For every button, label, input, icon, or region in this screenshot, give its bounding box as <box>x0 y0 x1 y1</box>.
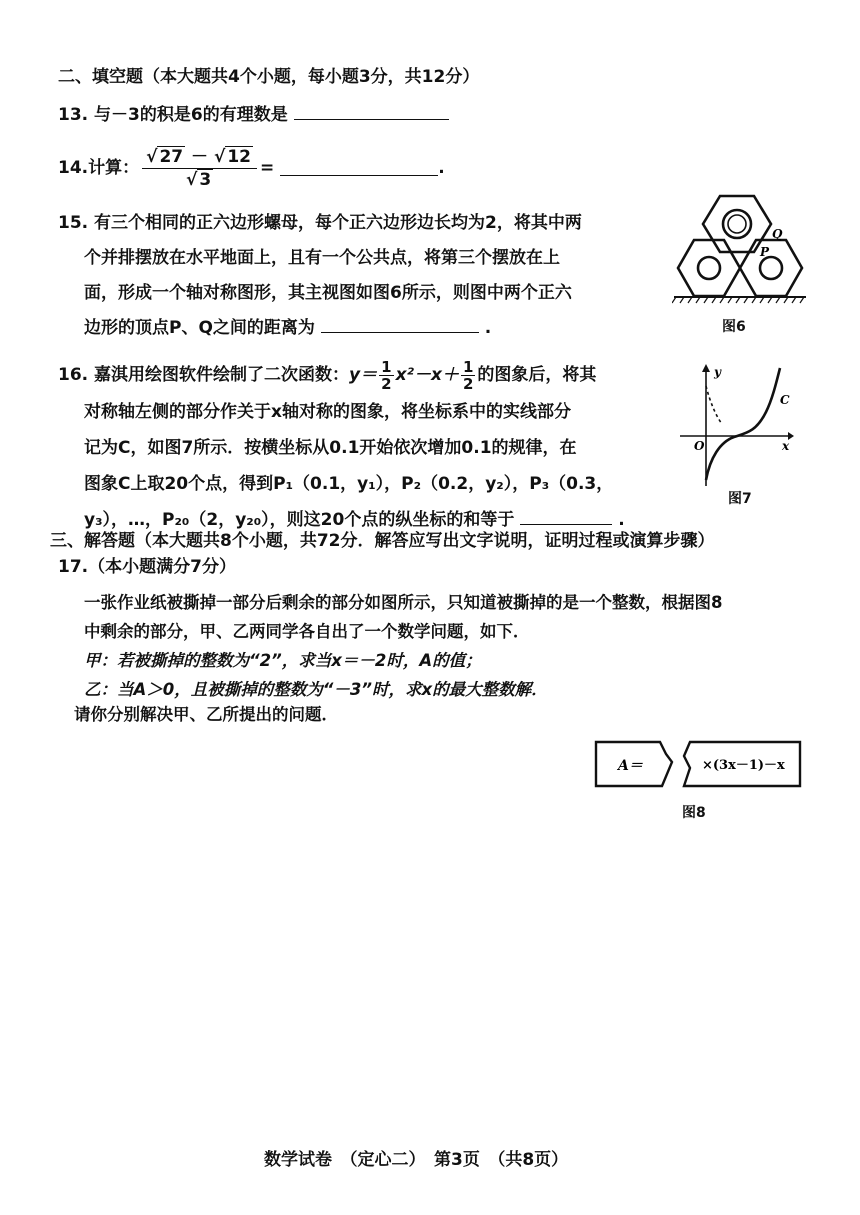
label-y: y <box>714 365 721 379</box>
question-14 <box>58 140 445 196</box>
answer-blank-14[interactable] <box>280 161 438 176</box>
figure-6-hexagon-nuts <box>672 188 812 306</box>
question-14-equals: = <box>260 158 275 178</box>
eq-y: y＝ <box>349 365 378 385</box>
dashed-curve <box>706 386 722 424</box>
question-16-number: 16. <box>58 365 89 385</box>
question-14-fraction: $\frac{√ 27 - √ 12}{√ 3}$ <box>142 146 257 191</box>
question-16-line-1a: 嘉淇用绘图软件绘制了二次函数： <box>94 365 350 385</box>
label-x: x <box>782 439 790 453</box>
label-q: Q <box>772 227 783 241</box>
question-17-body <box>84 588 722 704</box>
top-hexagon <box>703 196 771 252</box>
figure-8-torn-paper <box>594 738 804 790</box>
answer-blank-15[interactable] <box>321 318 479 333</box>
answer-blank-16[interactable] <box>520 510 612 525</box>
question-13 <box>58 104 449 126</box>
right-hexagon <box>740 240 802 296</box>
question-17-yi: 乙：当A＞0，且被撕掉的整数为“－3”时，求x的最大整数解． <box>84 680 548 699</box>
question-17-ask: 请你分别解决甲、乙所提出的问题． <box>74 705 338 724</box>
question-17-jia: 甲：若被撕掉的整数为“2”，求当x＝－2时，A的值； <box>84 651 482 670</box>
question-16-line-3: 记为C，如图7所示．按横坐标从0.1开始依次增加0.1的规律，在 <box>84 438 577 458</box>
question-15-number: 15. <box>58 213 89 233</box>
figure-7-graph <box>676 362 796 488</box>
question-17-score: （本小题满分7分） <box>88 557 236 577</box>
question-14-number: 14. <box>58 158 89 178</box>
figure-7-caption: 图7 <box>728 491 752 507</box>
question-16-line-4: 图象C上取20个点，得到P₁（0.1，y₁），P₂（0.2，y₂），P₃（0.3， <box>84 474 614 494</box>
question-14-suffix: . <box>438 158 445 178</box>
answer-blank-13[interactable] <box>294 105 449 120</box>
question-16 <box>58 356 625 538</box>
figure-6-caption: 图6 <box>722 319 746 335</box>
fig8-right-text: ×(3x－1)－x <box>702 758 785 773</box>
question-16-line-5: y₃），…，P₂₀（2，y₂₀），则这20个点的纵坐标的和等于 <box>84 510 515 530</box>
label-p: P <box>760 245 770 259</box>
question-15-line-4: 边形的顶点P、Q之间的距离为 <box>84 318 315 338</box>
question-16-line-1b: 的图象后，将其 <box>477 365 597 385</box>
eq-fraction-1: 1 2 <box>381 357 392 393</box>
page-footer: 数学试卷 （定心二） 第3页 （共8页） <box>264 1150 569 1170</box>
question-15-suffix: . <box>484 318 492 338</box>
question-16-suffix: . <box>618 510 625 530</box>
sqrt-12: 12 <box>227 146 251 167</box>
figure-8-caption: 图8 <box>682 805 706 821</box>
eq-fraction-2: 1 2 <box>462 357 474 393</box>
fig8-left-text: A＝ <box>618 758 643 774</box>
section-2-heading: 二、填空题（本大题共4个小题，每小题3分，共12分） <box>58 67 480 87</box>
section-3-heading: 三、解答题（本大题共8个小题，共72分．解答应写出文字说明，证明过程或演算步骤） <box>50 531 715 551</box>
question-13-number: 13. <box>58 105 89 125</box>
question-15 <box>58 206 582 346</box>
label-o: O <box>694 439 705 453</box>
question-17-line-1: 一张作业纸被撕掉一部分后剩余的部分如图所示，只知道被撕掉的是一个整数，根据图8 <box>84 593 723 612</box>
question-17-number: 17. <box>58 557 89 577</box>
question-15-line-3: 面，形成一个轴对称图形，其主视图如图6所示，则图中两个正六 <box>84 283 572 303</box>
question-17-header <box>58 556 236 578</box>
sqrt-27: 27 <box>159 146 184 167</box>
right-nut-hole <box>760 257 782 279</box>
left-hexagon <box>678 240 740 296</box>
question-17-line-2: 中剩余的部分，甲、乙两同学各自出了一个数学问题，如下． <box>84 622 530 641</box>
label-c: C <box>780 393 790 407</box>
eq-middle: x²－x＋ <box>395 365 459 385</box>
question-15-line-2: 个并排摆放在水平地面上，且有一个公共点，将第三个摆放在上 <box>84 248 560 268</box>
curve-c <box>706 368 780 480</box>
left-nut-hole <box>698 257 720 279</box>
question-14-prefix: 计算： <box>88 158 140 178</box>
question-13-text: 与－3的积是6的有理数是 <box>94 105 288 125</box>
question-16-line-2: 对称轴左侧的部分作关于x轴对称的图象，将坐标系中的实线部分 <box>84 402 571 422</box>
question-15-line-1: 有三个相同的正六边形螺母，每个正六边形边长均为2，将其中两 <box>94 213 582 233</box>
sqrt-3: 3 <box>199 169 212 190</box>
